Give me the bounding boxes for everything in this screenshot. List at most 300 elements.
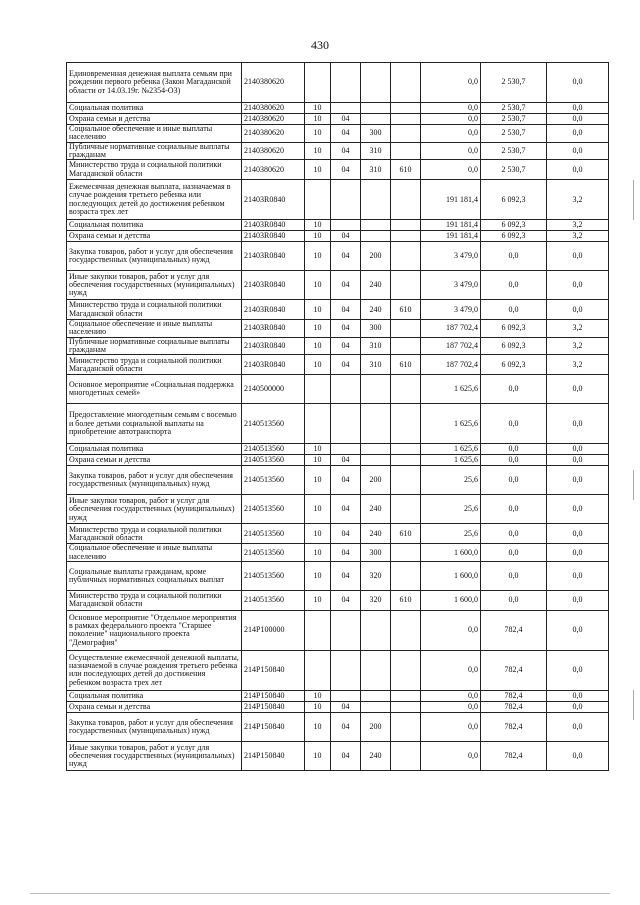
table-row: [67, 125, 609, 143]
row-code: 2140513560: [242, 590, 305, 610]
row-value-total: 3,2: [547, 320, 609, 338]
row-value-plan: 0,0: [421, 741, 481, 770]
row-expense-type: 240: [361, 271, 391, 300]
row-name: Основное мероприятие «Социальная поддержка многодетных семей»: [67, 375, 242, 404]
row-expense-type: [361, 701, 391, 712]
row-section: 10: [305, 455, 331, 466]
row-section: 10: [305, 320, 331, 338]
row-value-change: 0,0: [481, 495, 547, 524]
row-expense-type: [361, 650, 391, 690]
row-value-change: 2 530,7: [481, 103, 547, 114]
row-value-total: 0,0: [547, 650, 609, 690]
row-value-plan: 1 625,6: [421, 375, 481, 404]
margin-mark: [633, 690, 634, 720]
row-expense-type: 240: [361, 495, 391, 524]
row-section: [305, 63, 331, 103]
row-name: Иные закупки товаров, работ и услуг для обеспечения государственных (муниципальных) нужд: [67, 741, 242, 770]
row-expense-type: [361, 610, 391, 650]
table-row: [67, 337, 609, 355]
row-value-plan: 191 181,4: [421, 180, 481, 220]
row-subsection: 04: [331, 524, 361, 544]
row-value-change: 0,0: [481, 404, 547, 444]
row-value-change: 0,0: [481, 524, 547, 544]
row-department: [391, 125, 421, 143]
row-code: 21403R0840: [242, 180, 305, 220]
row-subsection: 04: [331, 590, 361, 610]
row-code: 21403R0840: [242, 300, 305, 320]
row-subsection: 04: [331, 544, 361, 562]
row-department: [391, 741, 421, 770]
row-value-change: 782,4: [481, 610, 547, 650]
row-department: [391, 242, 421, 271]
row-subsection: [331, 690, 361, 701]
row-name: Министерство труда и социальной политики Магаданской области: [67, 160, 242, 180]
row-section: 10: [305, 125, 331, 143]
table-row: [67, 63, 609, 103]
row-code: 2140513560: [242, 544, 305, 562]
row-value-change: 782,4: [481, 712, 547, 741]
row-subsection: [331, 220, 361, 231]
row-department: [391, 712, 421, 741]
row-expense-type: [361, 690, 391, 701]
row-code: 21403R0840: [242, 220, 305, 231]
row-subsection: [331, 103, 361, 114]
row-value-plan: 0,0: [421, 142, 481, 160]
row-section: 10: [305, 544, 331, 562]
row-section: [305, 650, 331, 690]
row-value-total: 0,0: [547, 160, 609, 180]
row-code: 21403R0840: [242, 271, 305, 300]
row-value-total: 3,2: [547, 355, 609, 375]
row-value-plan: 1 625,6: [421, 455, 481, 466]
row-name: Социальное обеспечение и иные выплаты населению: [67, 125, 242, 143]
row-value-plan: 0,0: [421, 160, 481, 180]
row-value-change: 6 092,3: [481, 320, 547, 338]
row-value-plan: 0,0: [421, 114, 481, 125]
row-department: [391, 610, 421, 650]
row-code: 2140513560: [242, 404, 305, 444]
row-department: [391, 114, 421, 125]
row-name: Осуществление ежемесячной денежной выплаты, назначаемой в случае рождения третьего ребенка или последующих детей до достижения ребенком возраста трех лет: [67, 650, 242, 690]
row-department: [391, 404, 421, 444]
row-value-total: 0,0: [547, 544, 609, 562]
row-section: 10: [305, 242, 331, 271]
row-expense-type: [361, 444, 391, 455]
row-value-plan: 0,0: [421, 63, 481, 103]
table-row: [67, 231, 609, 242]
row-value-change: 782,4: [481, 650, 547, 690]
table-body: [67, 63, 609, 771]
table-row: [67, 114, 609, 125]
scan-artifact-line: [30, 893, 610, 894]
row-name: Социальная политика: [67, 103, 242, 114]
row-code: 2140380620: [242, 125, 305, 143]
row-expense-type: [361, 231, 391, 242]
row-code: 2140513560: [242, 495, 305, 524]
row-department: [391, 142, 421, 160]
row-code: 21403R0840: [242, 337, 305, 355]
row-section: [305, 180, 331, 220]
row-department: 610: [391, 160, 421, 180]
row-value-total: 0,0: [547, 375, 609, 404]
row-subsection: [331, 650, 361, 690]
row-department: [391, 103, 421, 114]
row-value-change: 6 092,3: [481, 355, 547, 375]
row-name: Охрана семьи и детства: [67, 455, 242, 466]
table-row: [67, 544, 609, 562]
row-name: Основное мероприятие "Отдельное мероприятия в рамках федерального проекта "Старшее поколение" национального проекта "Демография": [67, 610, 242, 650]
table-row: [67, 466, 609, 495]
row-name: Ежемесячная денежная выплата, назначаемая в случае рождения третьего ребенка или последующих детей до достижения ребенком возраста трех лет: [67, 180, 242, 220]
row-name: Министерство труда и социальной политики Магаданской области: [67, 300, 242, 320]
row-value-change: 0,0: [481, 444, 547, 455]
row-value-total: 0,0: [547, 712, 609, 741]
row-value-change: 0,0: [481, 590, 547, 610]
row-department: [391, 466, 421, 495]
margin-mark: [633, 180, 634, 220]
table-row: [67, 741, 609, 770]
row-value-total: 0,0: [547, 242, 609, 271]
row-value-plan: 0,0: [421, 712, 481, 741]
row-value-plan: 1 625,6: [421, 404, 481, 444]
table-row: [67, 590, 609, 610]
row-department: 610: [391, 300, 421, 320]
row-subsection: 04: [331, 455, 361, 466]
row-code: 2140380620: [242, 160, 305, 180]
row-value-plan: 0,0: [421, 690, 481, 701]
table-row: [67, 271, 609, 300]
row-value-total: 0,0: [547, 690, 609, 701]
row-section: [305, 375, 331, 404]
row-value-change: 6 092,3: [481, 337, 547, 355]
table-row: [67, 495, 609, 524]
row-section: 10: [305, 300, 331, 320]
row-value-plan: 1 625,6: [421, 444, 481, 455]
row-expense-type: [361, 455, 391, 466]
row-name: Министерство труда и социальной политики Магаданской области: [67, 590, 242, 610]
row-department: [391, 231, 421, 242]
row-department: [391, 561, 421, 590]
row-value-plan: 191 181,4: [421, 231, 481, 242]
row-value-total: 0,0: [547, 404, 609, 444]
row-code: 21403R0840: [242, 320, 305, 338]
table-row: [67, 355, 609, 375]
row-expense-type: 240: [361, 300, 391, 320]
row-value-total: 0,0: [547, 610, 609, 650]
row-department: [391, 337, 421, 355]
row-value-total: 0,0: [547, 495, 609, 524]
row-section: 10: [305, 231, 331, 242]
row-name: Публичные нормативные социальные выплаты гражданам: [67, 142, 242, 160]
row-code: 2140500000: [242, 375, 305, 404]
row-department: [391, 375, 421, 404]
row-department: [391, 650, 421, 690]
row-value-plan: 0,0: [421, 701, 481, 712]
row-value-total: 0,0: [547, 271, 609, 300]
row-value-change: 782,4: [481, 741, 547, 770]
row-department: [391, 701, 421, 712]
row-value-total: 3,2: [547, 220, 609, 231]
row-name: Социальное обеспечение и иные выплаты населению: [67, 320, 242, 338]
row-name: Охрана семьи и детства: [67, 701, 242, 712]
row-value-plan: 3 479,0: [421, 242, 481, 271]
row-department: [391, 220, 421, 231]
row-section: 10: [305, 495, 331, 524]
row-value-plan: 1 600,0: [421, 590, 481, 610]
row-value-total: 0,0: [547, 466, 609, 495]
row-value-total: 0,0: [547, 741, 609, 770]
row-department: 610: [391, 524, 421, 544]
row-subsection: 04: [331, 712, 361, 741]
row-value-plan: 3 479,0: [421, 271, 481, 300]
row-section: 10: [305, 741, 331, 770]
row-code: 2140513560: [242, 524, 305, 544]
row-code: 2140380620: [242, 142, 305, 160]
row-code: 2140380620: [242, 114, 305, 125]
row-value-plan: 1 600,0: [421, 561, 481, 590]
row-value-total: 0,0: [547, 125, 609, 143]
table-row: [67, 220, 609, 231]
row-value-total: 0,0: [547, 300, 609, 320]
row-expense-type: 320: [361, 561, 391, 590]
table-row: [67, 242, 609, 271]
row-value-plan: 187 702,4: [421, 355, 481, 375]
row-subsection: 04: [331, 300, 361, 320]
row-value-plan: 25,6: [421, 466, 481, 495]
row-department: [391, 271, 421, 300]
row-subsection: 04: [331, 125, 361, 143]
row-name: Закупка товаров, работ и услуг для обеспечения государственных (муниципальных) нужд: [67, 242, 242, 271]
row-expense-type: 240: [361, 524, 391, 544]
row-name: Публичные нормативные социальные выплаты гражданам: [67, 337, 242, 355]
row-value-change: 0,0: [481, 544, 547, 562]
table-row: [67, 455, 609, 466]
table-row: [67, 180, 609, 220]
row-subsection: 04: [331, 466, 361, 495]
row-expense-type: 310: [361, 337, 391, 355]
row-code: 2140513560: [242, 444, 305, 455]
row-value-plan: 25,6: [421, 495, 481, 524]
row-name: Социальная политика: [67, 220, 242, 231]
row-code: 214P100000: [242, 610, 305, 650]
row-value-total: 0,0: [547, 561, 609, 590]
row-name: Закупка товаров, работ и услуг для обеспечения государственных (муниципальных) нужд: [67, 712, 242, 741]
row-subsection: [331, 404, 361, 444]
row-subsection: 04: [331, 495, 361, 524]
row-expense-type: 300: [361, 125, 391, 143]
row-value-change: 2 530,7: [481, 63, 547, 103]
row-expense-type: 310: [361, 160, 391, 180]
row-value-total: 3,2: [547, 337, 609, 355]
row-section: 10: [305, 701, 331, 712]
row-department: [391, 495, 421, 524]
row-expense-type: 240: [361, 741, 391, 770]
table-row: [67, 142, 609, 160]
row-subsection: 04: [331, 320, 361, 338]
row-department: [391, 320, 421, 338]
table-row: [67, 701, 609, 712]
row-expense-type: [361, 220, 391, 231]
row-expense-type: 320: [361, 590, 391, 610]
table-row: [67, 690, 609, 701]
row-expense-type: 310: [361, 355, 391, 375]
row-expense-type: [361, 180, 391, 220]
row-value-total: 3,2: [547, 180, 609, 220]
row-subsection: 04: [331, 160, 361, 180]
table-row: [67, 610, 609, 650]
row-value-plan: 187 702,4: [421, 320, 481, 338]
row-name: Охрана семьи и детства: [67, 114, 242, 125]
row-value-change: 0,0: [481, 271, 547, 300]
row-subsection: 04: [331, 242, 361, 271]
row-code: 2140513560: [242, 455, 305, 466]
table-row: [67, 320, 609, 338]
row-name: Единовременная денежная выплата семьям при рождении первого ребенка (Закон Магаданской области от 14.03.19г. №2354-ОЗ): [67, 63, 242, 103]
row-value-change: 0,0: [481, 561, 547, 590]
row-value-total: 3,2: [547, 231, 609, 242]
row-value-change: 6 092,3: [481, 220, 547, 231]
row-name: Закупка товаров, работ и услуг для обеспечения государственных (муниципальных) нужд: [67, 466, 242, 495]
row-value-total: 0,0: [547, 103, 609, 114]
row-expense-type: [361, 375, 391, 404]
row-subsection: 04: [331, 741, 361, 770]
row-value-total: 0,0: [547, 142, 609, 160]
row-subsection: [331, 610, 361, 650]
row-value-total: 0,0: [547, 63, 609, 103]
row-value-plan: 0,0: [421, 650, 481, 690]
row-department: 610: [391, 355, 421, 375]
row-department: 610: [391, 590, 421, 610]
row-value-change: 6 092,3: [481, 180, 547, 220]
row-expense-type: [361, 404, 391, 444]
row-value-plan: 3 479,0: [421, 300, 481, 320]
row-value-total: 0,0: [547, 444, 609, 455]
row-section: 10: [305, 355, 331, 375]
row-section: 10: [305, 444, 331, 455]
table-row: [67, 712, 609, 741]
row-value-plan: 25,6: [421, 524, 481, 544]
row-code: 214P150840: [242, 741, 305, 770]
row-value-change: 2 530,7: [481, 160, 547, 180]
row-value-change: 782,4: [481, 701, 547, 712]
table-row: [67, 561, 609, 590]
row-expense-type: 200: [361, 712, 391, 741]
row-section: 10: [305, 160, 331, 180]
row-name: Предоставление многодетным семьям с восемью и более детьми социальной выплаты на приобретение автотранспорта: [67, 404, 242, 444]
row-section: 10: [305, 561, 331, 590]
row-name: Иные закупки товаров, работ и услуг для обеспечения государственных (муниципальных) нужд: [67, 271, 242, 300]
table-row: [67, 103, 609, 114]
row-value-change: 2 530,7: [481, 125, 547, 143]
table-row: [67, 650, 609, 690]
row-subsection: 04: [331, 561, 361, 590]
row-value-plan: 187 702,4: [421, 337, 481, 355]
table-row: [67, 444, 609, 455]
row-section: 10: [305, 271, 331, 300]
row-section: [305, 404, 331, 444]
row-name: Охрана семьи и детства: [67, 231, 242, 242]
row-value-change: 6 092,3: [481, 231, 547, 242]
row-value-change: 0,0: [481, 242, 547, 271]
row-code: 21403R0840: [242, 242, 305, 271]
row-name: Иные закупки товаров, работ и услуг для обеспечения государственных (муниципальных) нужд: [67, 495, 242, 524]
row-code: 2140513560: [242, 561, 305, 590]
row-department: [391, 180, 421, 220]
row-code: 21403R0840: [242, 231, 305, 242]
row-expense-type: [361, 63, 391, 103]
row-code: 214P150840: [242, 690, 305, 701]
table-row: [67, 404, 609, 444]
row-section: [305, 610, 331, 650]
row-section: 10: [305, 142, 331, 160]
row-subsection: [331, 375, 361, 404]
row-value-total: 0,0: [547, 114, 609, 125]
row-department: [391, 63, 421, 103]
row-value-total: 0,0: [547, 455, 609, 466]
row-name: Министерство труда и социальной политики Магаданской области: [67, 355, 242, 375]
table-row: [67, 524, 609, 544]
row-value-plan: 1 600,0: [421, 544, 481, 562]
row-value-change: 782,4: [481, 690, 547, 701]
row-expense-type: [361, 103, 391, 114]
row-value-change: 2 530,7: [481, 114, 547, 125]
row-name: Социальное обеспечение и иные выплаты населению: [67, 544, 242, 562]
table-row: [67, 375, 609, 404]
row-subsection: [331, 180, 361, 220]
row-value-change: 0,0: [481, 375, 547, 404]
row-subsection: 04: [331, 355, 361, 375]
row-code: 214P150840: [242, 712, 305, 741]
row-section: 10: [305, 114, 331, 125]
row-value-change: 0,0: [481, 455, 547, 466]
row-name: Социальная политика: [67, 444, 242, 455]
row-expense-type: [361, 114, 391, 125]
row-subsection: 04: [331, 337, 361, 355]
row-value-total: 0,0: [547, 524, 609, 544]
row-name: Социальные выплаты гражданам, кроме публичных нормативных социальных выплат: [67, 561, 242, 590]
row-name: Министерство труда и социальной политики Магаданской области: [67, 524, 242, 544]
row-section: 10: [305, 337, 331, 355]
row-subsection: [331, 63, 361, 103]
row-subsection: 04: [331, 701, 361, 712]
page-number: 430: [311, 38, 329, 52]
row-value-plan: 0,0: [421, 103, 481, 114]
row-section: 10: [305, 524, 331, 544]
row-subsection: [331, 444, 361, 455]
row-expense-type: 310: [361, 142, 391, 160]
table-row: [67, 160, 609, 180]
row-department: [391, 444, 421, 455]
row-value-plan: 0,0: [421, 125, 481, 143]
row-code: 214P150840: [242, 650, 305, 690]
row-section: 10: [305, 103, 331, 114]
row-department: [391, 690, 421, 701]
row-subsection: 04: [331, 114, 361, 125]
row-department: [391, 455, 421, 466]
row-department: [391, 544, 421, 562]
row-subsection: 04: [331, 142, 361, 160]
row-value-change: 2 530,7: [481, 142, 547, 160]
row-value-total: 0,0: [547, 590, 609, 610]
row-subsection: 04: [331, 271, 361, 300]
row-subsection: 04: [331, 231, 361, 242]
row-expense-type: 300: [361, 320, 391, 338]
row-code: 2140513560: [242, 466, 305, 495]
row-value-change: 0,0: [481, 466, 547, 495]
row-value-change: 0,0: [481, 300, 547, 320]
row-value-total: 0,0: [547, 701, 609, 712]
row-code: 21403R0840: [242, 355, 305, 375]
